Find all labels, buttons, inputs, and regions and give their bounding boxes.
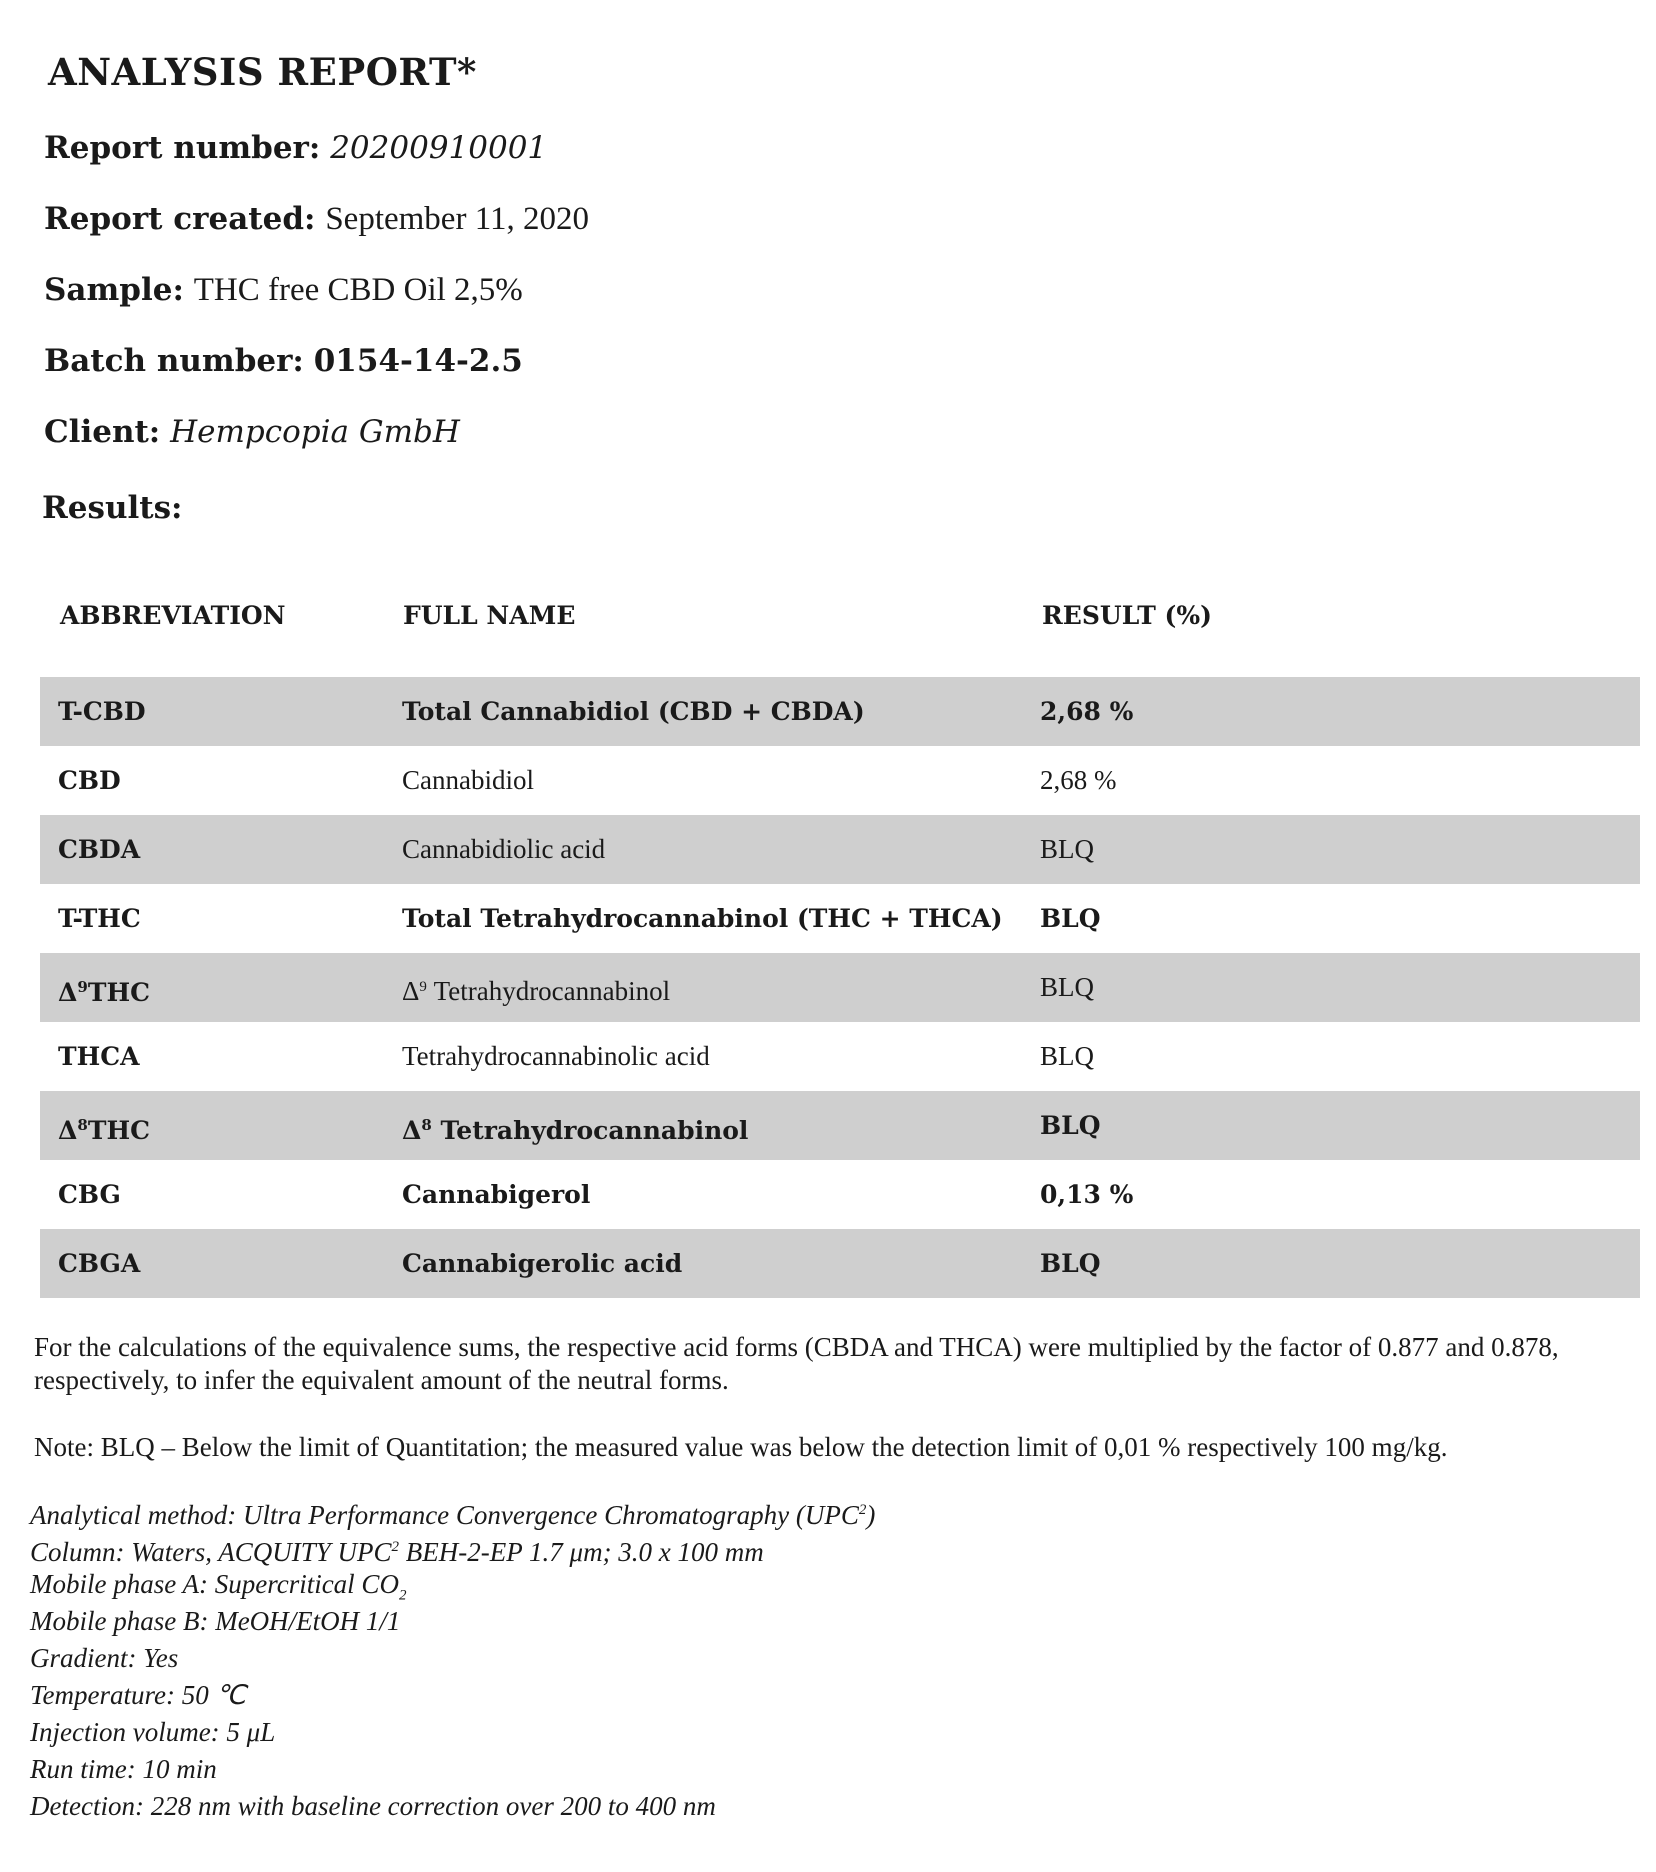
report-number-line [44,130,547,166]
batch-line [44,343,523,379]
mobile-phase-b-line: Mobile phase B: MeOH/EtOH 1/1 [30,1606,401,1636]
method-details [30,1492,1230,1825]
cell-abbreviation: CBG [58,1180,121,1209]
report-number-label: Report number: [44,130,321,166]
cell-result: BLQ [1040,972,1094,1002]
table-header [60,601,1620,641]
cell-abbreviation: THCA [58,1042,140,1071]
cell-abbreviation: CBD [58,766,121,795]
cell-result: 2,68 % [1040,697,1134,726]
sample-line [44,272,523,309]
results-label: Results: [42,490,183,526]
cell-full-name: $\Delta^9$ Tetrahydrocannabinol [402,976,671,1006]
table-row [40,1229,1640,1298]
cell-full-name: $\Delta^8$ Tetrahydrocannabinol [402,1116,749,1145]
cell-full-name: Total Cannabidiol (CBD + CBDA) [402,697,865,726]
cell-result: BLQ [1040,1111,1101,1140]
client-value: Hempcopia GmbH [170,414,460,450]
cell-abbreviation: T-CBD [58,697,146,726]
table-row [40,953,1640,1022]
detection-line: Detection: 228 nm with baseline correction over 200 to 400 nm [30,1791,716,1821]
sample-label: Sample: [44,272,184,308]
batch-label: Batch number: [44,343,304,379]
report-created-line [44,201,589,238]
cell-abbreviation: CBGA [58,1249,141,1278]
table-row [40,677,1640,746]
report-number-value: 20200910001 [330,130,548,166]
cell-result: BLQ [1040,834,1094,864]
table-row [40,884,1640,953]
cell-result: BLQ [1040,1249,1101,1278]
client-label: Client: [44,414,161,450]
cell-full-name: Cannabidiol [402,765,534,795]
run-time-line: Run time: 10 min [30,1754,217,1784]
client-line [44,414,460,450]
table-row [40,1022,1640,1091]
table-row [40,1091,1640,1160]
cell-abbreviation: CBDA [58,835,141,864]
column-line: Column: Waters, ACQUITY UPC$^2$ BEH-2-EP 1.7 μm; 3.0 x 100 mm [30,1537,764,1567]
blq-note: Note: BLQ – Below the limit of Quantitation; the measured value was below the detection limit of 0,01 % respectively 100 mg/kg. [34,1432,1448,1462]
temperature-line: Temperature: 50 ℃ [30,1680,246,1710]
cell-abbreviation: $\Delta^8THC$ [58,1116,150,1145]
cell-result: 0,13 % [1040,1180,1134,1209]
report-created-value: September 11, 2020 [325,201,589,237]
header-result: RESULT (%) [1042,601,1212,630]
table-row [40,746,1640,815]
sample-value: THC free CBD Oil 2,5% [193,272,523,308]
report-created-label: Report created: [44,201,316,237]
analytical-method-line: Analytical method: Ultra Performance Convergence Chromatography (UPC$^2$) [30,1500,876,1530]
cell-result: BLQ [1040,1041,1094,1071]
batch-value: 0154-14-2.5 [313,343,523,379]
header-abbreviation: ABBREVIATION [60,601,286,630]
page-title: ANALYSIS REPORT* [48,50,477,94]
cell-full-name: Cannabigerolic acid [402,1249,683,1278]
table-row [40,815,1640,884]
cell-full-name: Tetrahydrocannabinolic acid [402,1041,710,1071]
cell-result: BLQ [1040,904,1101,933]
header-full-name: FULL NAME [403,601,576,630]
cell-abbreviation: T-THC [58,904,141,933]
cell-full-name: Cannabigerol [402,1180,591,1209]
table-row [40,1160,1640,1229]
cell-full-name: Total Tetrahydrocannabinol (THC + THCA) [402,904,1003,933]
injection-volume-line: Injection volume: 5 μL [30,1717,276,1747]
cell-result: 2,68 % [1040,765,1117,795]
mobile-phase-a-line: Mobile phase A: Supercritical $CO_2$ [30,1569,407,1604]
gradient-line: Gradient: Yes [30,1643,179,1673]
cell-full-name: Cannabidiolic acid [402,834,606,864]
calculation-note: For the calculations of the equivalence sums, the respective acid forms (CBDA and THCA) were multiplied by the factor of 0.877 and 0.878, respectively, to infer the equivalent amount of the neutral forms. [34,1332,1559,1395]
cell-abbreviation: $\Delta^9THC$ [58,978,150,1007]
